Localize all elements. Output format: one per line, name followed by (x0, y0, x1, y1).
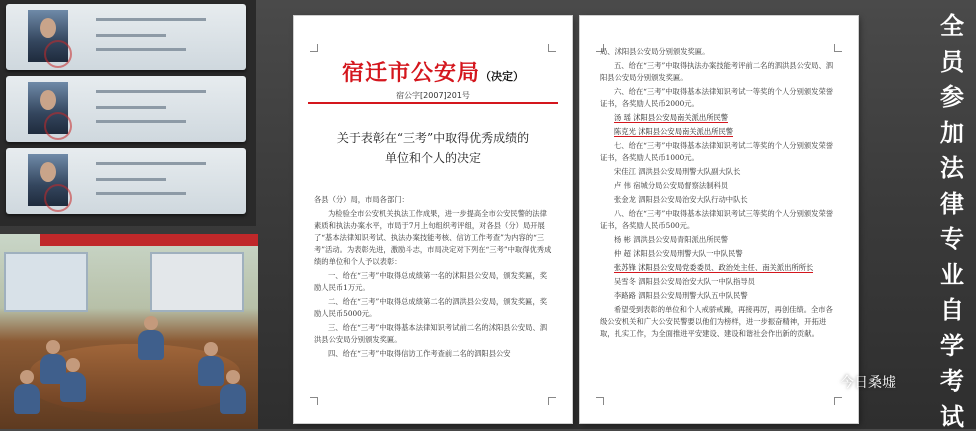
id-card (6, 4, 246, 70)
red-divider (308, 102, 558, 104)
document-title: 关于表彰在“三考”中取得优秀成绩的 单位和个人的决定 (336, 131, 530, 165)
meeting-photo (0, 234, 258, 429)
highlighted-name: 陈克光 沭阳县公安局南关派出所民警 (614, 127, 734, 136)
document-header: 宿迁市公安局（决定） (341, 60, 524, 86)
document-number: 宿公字[2007]201号 (396, 91, 470, 100)
highlighted-name: 张苏锋 沭阳县公安局党委委员、政治处主任、南关派出所所长 (614, 263, 814, 272)
document-body-continued: 局、沭阳县公安局分别颁发奖匾。 五、给在“三考”中取得执法办案技能考评前二名的泗洪县公安局、泗阳县公安局分别颁发奖匾。 六、给在“三考”中取得基本法律知识考试一等奖的个人分别颁发荣誉证书，各奖励人民币2000元。 汤 瑶 沭阳县公安局南关派出所民警 陈克光 沭阳县公安局南关派出所民警 七、给在“三考”中取得基本法律知识考试二等奖的个人分别颁发荣誉证书，各奖励人民币1000元。 宋佳江 泗洪县公安局刑警大队副大队长 卢 伟 宿城分局公安局督察法制科员 张金龙 泗阳县公安局治安大队行动中队长 八、给在“三考”中取得基本法律知识考试三等奖的个人分别颁发荣誉证书，各奖励人民币500元。 杨 彬 泗洪县公安局青阳派出所民警 仲 超 沭阳县公安局刑警大队一中队民警 张苏锋 沭阳县公安局党委委员、政治处主任、南关派出所所长 吴雪冬 泗阳县公安局治安大队一中队指导员 李路路 泗阳县公安局刑警大队五中队民警 希望受到表彰的单位和个人戒骄戒躁，再接再厉，再创佳绩。全市各级公安机关和广大公安民警要以他们为榜样，进一步振奋精神，开拓进取，扎实工作，为全面推进平安建设、建设和谐社会作出新的贡献。 (600, 47, 834, 338)
side-title: 全 员 参 加 法 律 专 业 自 学 考 试 (940, 12, 964, 431)
document-page-1 (294, 16, 572, 423)
document-body: 各县（分）局，市局各部门： 为检验全市公安机关执法工作成果，进一步提高全市公安民警的法律素质和执法办案水平，市局于7月上旬组织考评组，对各县（分）局开展了“基本法律知识考试、执法办案技能考核、信访工作考查”为内容的“三考”活动。为表彰先进，激励斗志，市局决定对下列在“三考”中取得优秀成绩的单位和个人予以表彰： 一、给在“三考”中取得总成绩第一名的沭阳县公安局，颁发奖匾，奖励人民币1万元。 二、给在“三考”中取得总成绩第二名的泗洪县公安局，颁发奖匾，奖励人民币5000元。 三、给在“三考”中取得基本法律知识考试前二名的沭阳县公安局、泗洪县公安局分别颁发奖匾。 四、给在“三考”中取得信访工作考查前二名的泗阳县公安 (314, 195, 552, 358)
watermark: 今日桑墟 (808, 372, 896, 392)
wechat-icon (808, 372, 834, 392)
id-card (6, 76, 246, 142)
highlighted-name: 汤 瑶 沭阳县公安局南关派出所民警 (614, 113, 729, 122)
document-page-2 (580, 16, 858, 423)
id-cards-photo (0, 0, 256, 226)
id-card (6, 148, 246, 214)
